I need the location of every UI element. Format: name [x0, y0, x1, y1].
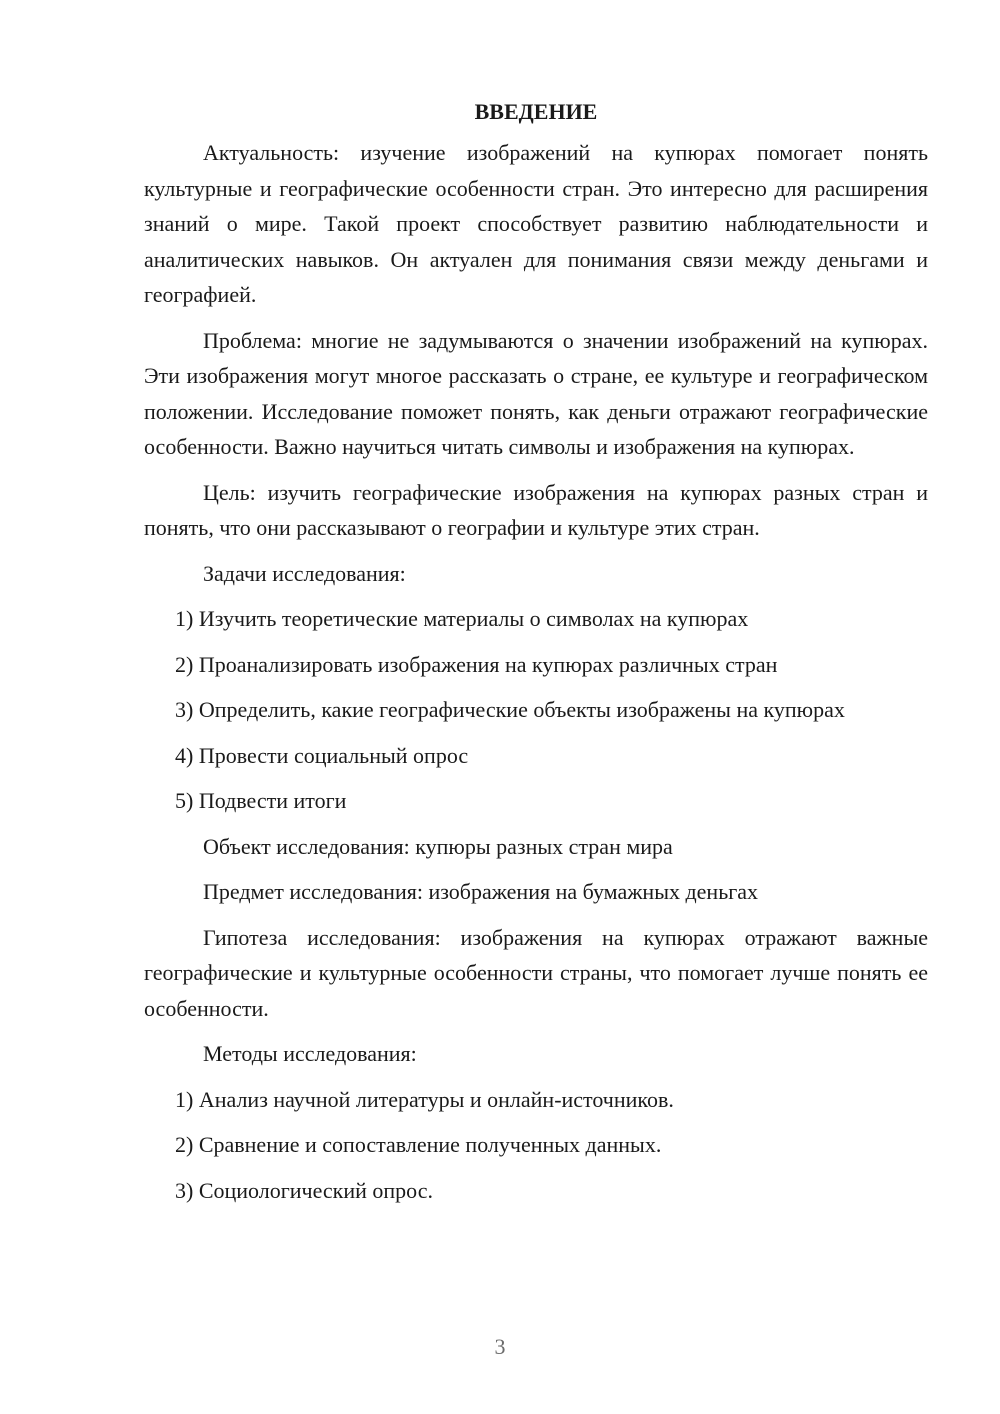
method-item: 3) Социологический опрос. — [175, 1177, 433, 1203]
tasks-heading: Задачи исследования: — [203, 560, 406, 586]
task-item: 3) Определить, какие географические объекты изображены на купюрах — [175, 697, 845, 722]
research-subject: Предмет исследования: изображения на бумажных деньгах — [203, 879, 759, 904]
goal-paragraph: Цель: изучить географические изображения на купюрах разных стран и понять, что они рассказывают о географии и культуре этих стран. — [144, 479, 928, 540]
problem-paragraph: Проблема: многие не задумываются о значении изображений на купюрах. Эти изображения могут многое рассказать о стране, ее культуре и географическом положении. Исследование поможет понять, как деньги отражают географические особенности. Важно научиться читать символы и изображения на купюрах. — [144, 327, 928, 459]
task-item: 4) Провести социальный опрос — [175, 742, 469, 768]
task-item: 1) Изучить теоретические материалы о символах на купюрах — [175, 606, 749, 631]
task-item: 2) Проанализировать изображения на купюрах различных стран — [175, 651, 778, 677]
page-number: 3 — [494, 1334, 506, 1359]
hypothesis-paragraph: Гипотеза исследования: изображения на купюрах отражают важные географические и культурные особенности страны, что помогает лучше понять ее особенности. — [144, 924, 928, 1021]
method-item: 1) Анализ научной литературы и онлайн-источников. — [175, 1086, 674, 1112]
research-object: Объект исследования: купюры разных стран мира — [203, 833, 673, 859]
method-item: 2) Сравнение и сопоставление полученных данных. — [175, 1132, 662, 1157]
task-item: 5) Подвести итоги — [175, 788, 347, 813]
methods-heading: Методы исследования: — [203, 1041, 417, 1066]
page-title: ВВЕДЕНИЕ — [474, 99, 598, 124]
relevance-paragraph: Актуальность: изучение изображений на купюрах помогает понять культурные и географические особенности стран. Это интересно для расширения знаний о мире. Такой проект способствует развитию наблюдательности и аналитических навыков. Он актуален для понимания связи между деньгами и географией. — [144, 140, 928, 307]
document-page — [144, 94, 928, 1218]
